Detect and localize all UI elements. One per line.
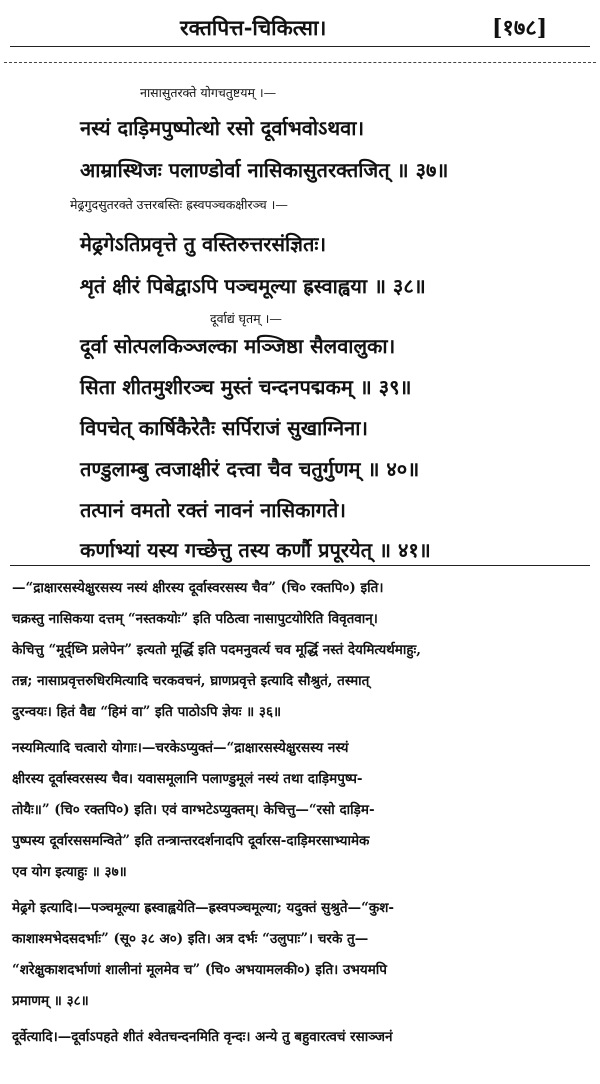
- commentary-line: मेढ्रगे इत्यादि।—पञ्चमूल्या ह्रस्वाह्वयेति—ह्रस्वपञ्चमूल्या; यदुक्तं सुश्रुते—“कुश-: [12, 900, 394, 916]
- commentary-line: “शरेक्षुकाशदर्भाणां शालीनां मूलमेव च” (चि० अभयामलकी०) इति। उभयमपि: [12, 962, 387, 978]
- commentary-line: —“द्राक्षारसस्येक्षुरसस्य नस्यं क्षीरस्य दूर्वास्वरसस्य चैव” (चि० रक्तपि०) इति।: [12, 580, 384, 596]
- page-title: रक्तपित्त-चिकित्सा।: [180, 15, 327, 40]
- commentary-line: क्षीरस्य दूर्वास्वरसस्य चैव। यवासमूलानि पलाण्डुमूलं नस्यं तथा दाड़िमपुष्प-: [12, 771, 363, 787]
- commentary-line: चक्रस्तु नासिकया दत्तम् “नस्तकयोः” इति पठित्वा नासापुटयोरिति विवृतवान्।: [12, 611, 378, 627]
- verse-line: दूर्वा सोत्पलकिञ्जल्का मञ्जिष्ठा सैलवालुका।: [80, 334, 396, 358]
- page-header: [0, 0, 600, 62]
- commentary-line: केचित्तु “मूर्द्ध्नि प्रलेपेन” इत्यतो मूर्द्धि इति पदमनुवर्त्य चव मूर्द्धि नस्तं देयमित्यर्थमाहुः,: [12, 642, 421, 658]
- verse-line: मेढ्रगेऽतिप्रवृत्ते तु वस्तिरुत्तरसंज्ञितः।: [80, 232, 327, 256]
- commentary-line: पुष्पस्य दूर्वारससमन्विते” इति तन्त्रान्तरदर्शनादपि दूर्वारस-दाड़िमरसाभ्यामेक: [12, 833, 370, 849]
- commentary-line: तन्न; नासाप्रवृत्तरुधिरमित्यादि चरकवचनं, घ्राणप्रवृत्ते इत्यादि सौश्रुतं, तस्मात्: [12, 673, 370, 689]
- verse-line: सिता शीतमुशीरञ्च मुस्तं चन्दनपद्मकम् ॥ ३९॥: [80, 375, 412, 399]
- verse-line: शृतं क्षीरं पिबेद्वाऽपि पञ्चमूल्या ह्रस्वाह्वया ॥ ३८॥: [80, 274, 426, 298]
- commentary-line: प्रमाणम् ॥ ३८॥: [12, 993, 89, 1009]
- verse-line: नस्यं दाड़िमपुष्पोत्थो रसो दूर्वाभवोऽथवा।: [80, 116, 365, 140]
- header-dotted-rule: [4, 62, 596, 63]
- commentary-line: तोयैः॥” (चि० रक्तपि०) इति। एवं वाग्भटेऽप्युक्तम्। केचित्तु—“रसो दाड़िम-: [12, 802, 375, 818]
- commentary-line: नस्यमित्यादि चत्वारो योगाः।—चरकेऽप्युक्तं—“द्राक्षारसस्येक्षुरसस्य नस्यं: [12, 740, 349, 756]
- verse-line: तत्पानं वमतो रक्तं नावनं नासिकागते।: [80, 498, 346, 522]
- page-number: [१७८]: [492, 15, 548, 41]
- header-rule: [10, 46, 590, 47]
- verse-line: आम्रास्थिजः पलाण्डोर्वा नासिकासुतरक्तजित् ॥ ३७॥: [80, 158, 449, 182]
- verse-subheading: नासासुतरक्ते योगचतुष्टयम् ।—: [140, 85, 277, 100]
- commentary-line: दुरन्वयः। हितं वैद्य “हिमं वा” इति पाठोऽपि ज्ञेयः ॥ ३६॥: [12, 704, 282, 720]
- verse-line: कर्णाभ्यां यस्य गच्छेत्तु तस्य कर्णौ प्रपूरयेत् ॥ ४१॥: [80, 538, 431, 562]
- section-divider: [10, 565, 590, 566]
- verse-line: विपचेत् कार्षिकैरेतैः सर्पिराजं सुखाग्निना।: [80, 416, 368, 440]
- commentary-line: एव योग इत्याहुः ॥ ३७॥: [12, 864, 127, 880]
- verse-subheading: मेढ्रगुदसुतरक्ते उत्तरबस्तिः ह्रस्वपञ्चकक्षीरञ्च ।—: [70, 197, 288, 212]
- commentary-line: काशाश्मभेदसदर्भाः” (सू० ३८ अ०) इति। अत्र दर्भः “उलुपाः”। चरके तु—: [12, 931, 369, 947]
- commentary-line: दूर्वेत्यादि।—दूर्वाऽपहते शीतं श्वेतचन्दनमिति वृन्दः। अन्ये तु बहुवारत्वचं रसाञ्जनं: [12, 1029, 393, 1045]
- verse-subheading: दूर्वाद्यं घृतम् ।—: [210, 311, 282, 326]
- verse-line: तण्डुलाम्बु त्वजाक्षीरं दत्त्वा चैव चतुर्गुणम् ॥ ४०॥: [80, 457, 420, 481]
